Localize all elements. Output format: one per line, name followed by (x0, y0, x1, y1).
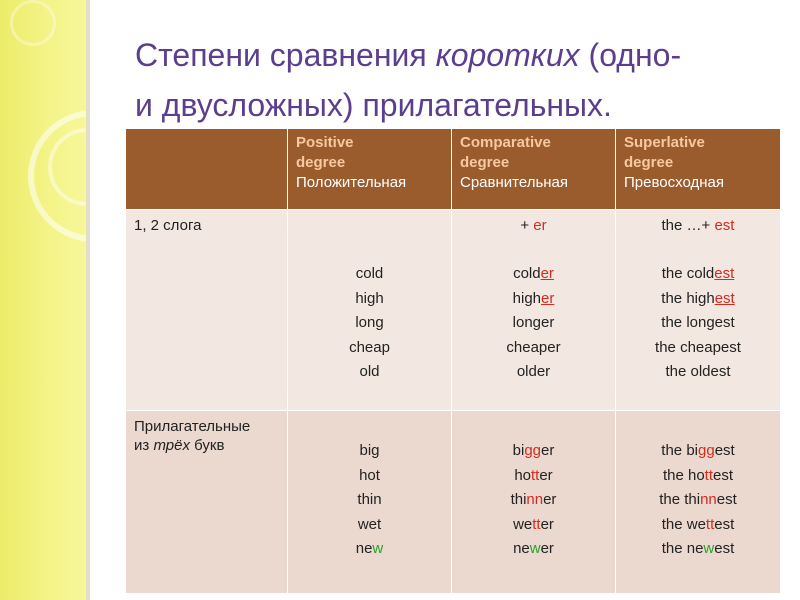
word (292, 537, 447, 562)
superlative-cell (616, 411, 781, 594)
positive-cell (288, 210, 452, 411)
word-mark: tt (705, 515, 715, 533)
word-mark: nn (700, 491, 717, 508)
title-line-2: и двусложных) прилагательных. (135, 87, 612, 123)
word: high (355, 289, 384, 307)
word-part: the thi (659, 491, 701, 508)
word-base: longer (512, 314, 555, 331)
word-list (456, 262, 611, 385)
word-suffix: est (714, 265, 735, 282)
word-part: the ne (661, 540, 704, 557)
word (456, 311, 611, 336)
word-base: the high (661, 289, 715, 307)
word-base: older (516, 363, 551, 380)
word-list (456, 439, 611, 562)
word-list (292, 262, 447, 385)
title-part-2: (одно- (579, 37, 682, 73)
word-mark: tt (531, 466, 540, 484)
word-part: est (714, 515, 735, 533)
header-superlative-ru: Превосходная (624, 174, 724, 191)
table-row (126, 210, 781, 411)
row-label-line-1: Прилагательные (134, 418, 251, 435)
word-base: high (512, 289, 541, 307)
header-comparative-en2: degree (460, 154, 510, 171)
slide-title (135, 30, 775, 130)
word-part: bi (512, 442, 525, 459)
word (620, 464, 776, 489)
word-mark: w (529, 540, 541, 557)
rule-plus: + (520, 217, 534, 234)
word (292, 464, 447, 489)
word-part: ho (514, 466, 531, 484)
word (456, 262, 611, 287)
header-comparative (452, 129, 616, 210)
word-mark: tt (704, 466, 714, 484)
header-positive-en: Positive (296, 134, 354, 151)
label-part: букв (189, 437, 225, 454)
rule-suffix: est (714, 217, 735, 234)
word (292, 439, 447, 464)
comparative-cell (452, 411, 616, 594)
word (620, 336, 776, 361)
header-positive-en2: degree (296, 154, 346, 171)
word-part: the bi (661, 442, 698, 459)
word-part: er (543, 491, 557, 508)
word-part: er (539, 466, 553, 484)
word (292, 513, 447, 538)
word-part: wet (357, 515, 382, 533)
word-part: er (541, 442, 555, 459)
word-part: est (713, 466, 734, 484)
header-comparative-ru: Сравнительная (460, 174, 569, 191)
word-part: hot (359, 466, 380, 484)
word (456, 336, 611, 361)
word-suffix: er (540, 265, 554, 282)
word (456, 537, 611, 562)
row-label (126, 210, 288, 411)
word (456, 360, 611, 385)
table-row (126, 411, 781, 594)
word-list (620, 439, 776, 562)
word: long (355, 314, 384, 331)
word-part: we (513, 515, 533, 533)
word (620, 287, 776, 312)
word-mark: nn (526, 491, 544, 508)
word-part: est (716, 491, 737, 508)
word-part: thi (510, 491, 527, 508)
word (620, 262, 776, 287)
word (456, 513, 611, 538)
label-italic: трёх (153, 437, 190, 454)
word (456, 488, 611, 513)
word-part: thin (357, 491, 382, 508)
header-corner-cell (126, 129, 288, 210)
word-part: ne (513, 540, 530, 557)
word-mark: gg (698, 442, 715, 459)
header-superlative-en2: degree (624, 154, 674, 171)
word (620, 488, 776, 513)
word: old (359, 363, 380, 380)
decorative-side-band (0, 0, 86, 600)
superlative-cell (616, 210, 781, 411)
word-part: the we (661, 515, 706, 533)
word-part: big (359, 442, 380, 459)
header-comparative-en: Comparative (460, 134, 551, 151)
header-superlative-en: Superlative (624, 134, 705, 151)
word (620, 513, 776, 538)
word (620, 537, 776, 562)
word-mark: tt (532, 515, 541, 533)
header-positive (288, 129, 452, 210)
word (456, 439, 611, 464)
word (456, 464, 611, 489)
word-mark: gg (524, 442, 542, 459)
word (456, 287, 611, 312)
header-row (126, 129, 781, 210)
positive-cell (288, 411, 452, 594)
word-base: cheaper (506, 338, 561, 356)
word-suffix: est (714, 289, 735, 307)
word (620, 311, 776, 336)
word-suffix: er (541, 289, 555, 307)
word: cheap (349, 338, 390, 356)
word (620, 439, 776, 464)
word-part: est (714, 442, 735, 459)
superlative-rule (620, 216, 776, 236)
row-label-text: 1, 2 слога (134, 217, 202, 234)
word-part: er (540, 515, 554, 533)
word (620, 360, 776, 385)
rule-prefix: the …+ (661, 217, 715, 234)
word-base: the cheapest (655, 338, 741, 356)
title-italic-word: коротких (435, 37, 580, 73)
header-positive-ru: Положительная (296, 174, 407, 191)
comparative-cell (452, 210, 616, 411)
word-base: the cold (661, 265, 715, 282)
word-base: cold (513, 265, 541, 282)
word-base: the longest (661, 314, 735, 331)
word: cold (355, 265, 384, 282)
word-mark: w (372, 540, 384, 557)
word-part: the ho (662, 466, 705, 484)
title-part-1: Степени сравнения (135, 37, 436, 73)
word-list (620, 262, 776, 385)
word-list (292, 439, 447, 562)
row-label-line-2 (134, 436, 279, 455)
word-mark: w (703, 540, 715, 557)
label-part: из (134, 437, 154, 454)
row-label (126, 411, 288, 594)
band-divider (86, 0, 90, 600)
header-superlative (616, 129, 781, 210)
word-part: ne (355, 540, 373, 557)
comparative-rule (456, 216, 611, 236)
rule-suffix: er (533, 217, 547, 234)
word-base: the oldest (665, 363, 731, 380)
word-part: er (540, 540, 554, 557)
decorative-ring (10, 0, 56, 46)
degrees-table (125, 128, 781, 594)
word-part: est (714, 540, 735, 557)
word (292, 488, 447, 513)
